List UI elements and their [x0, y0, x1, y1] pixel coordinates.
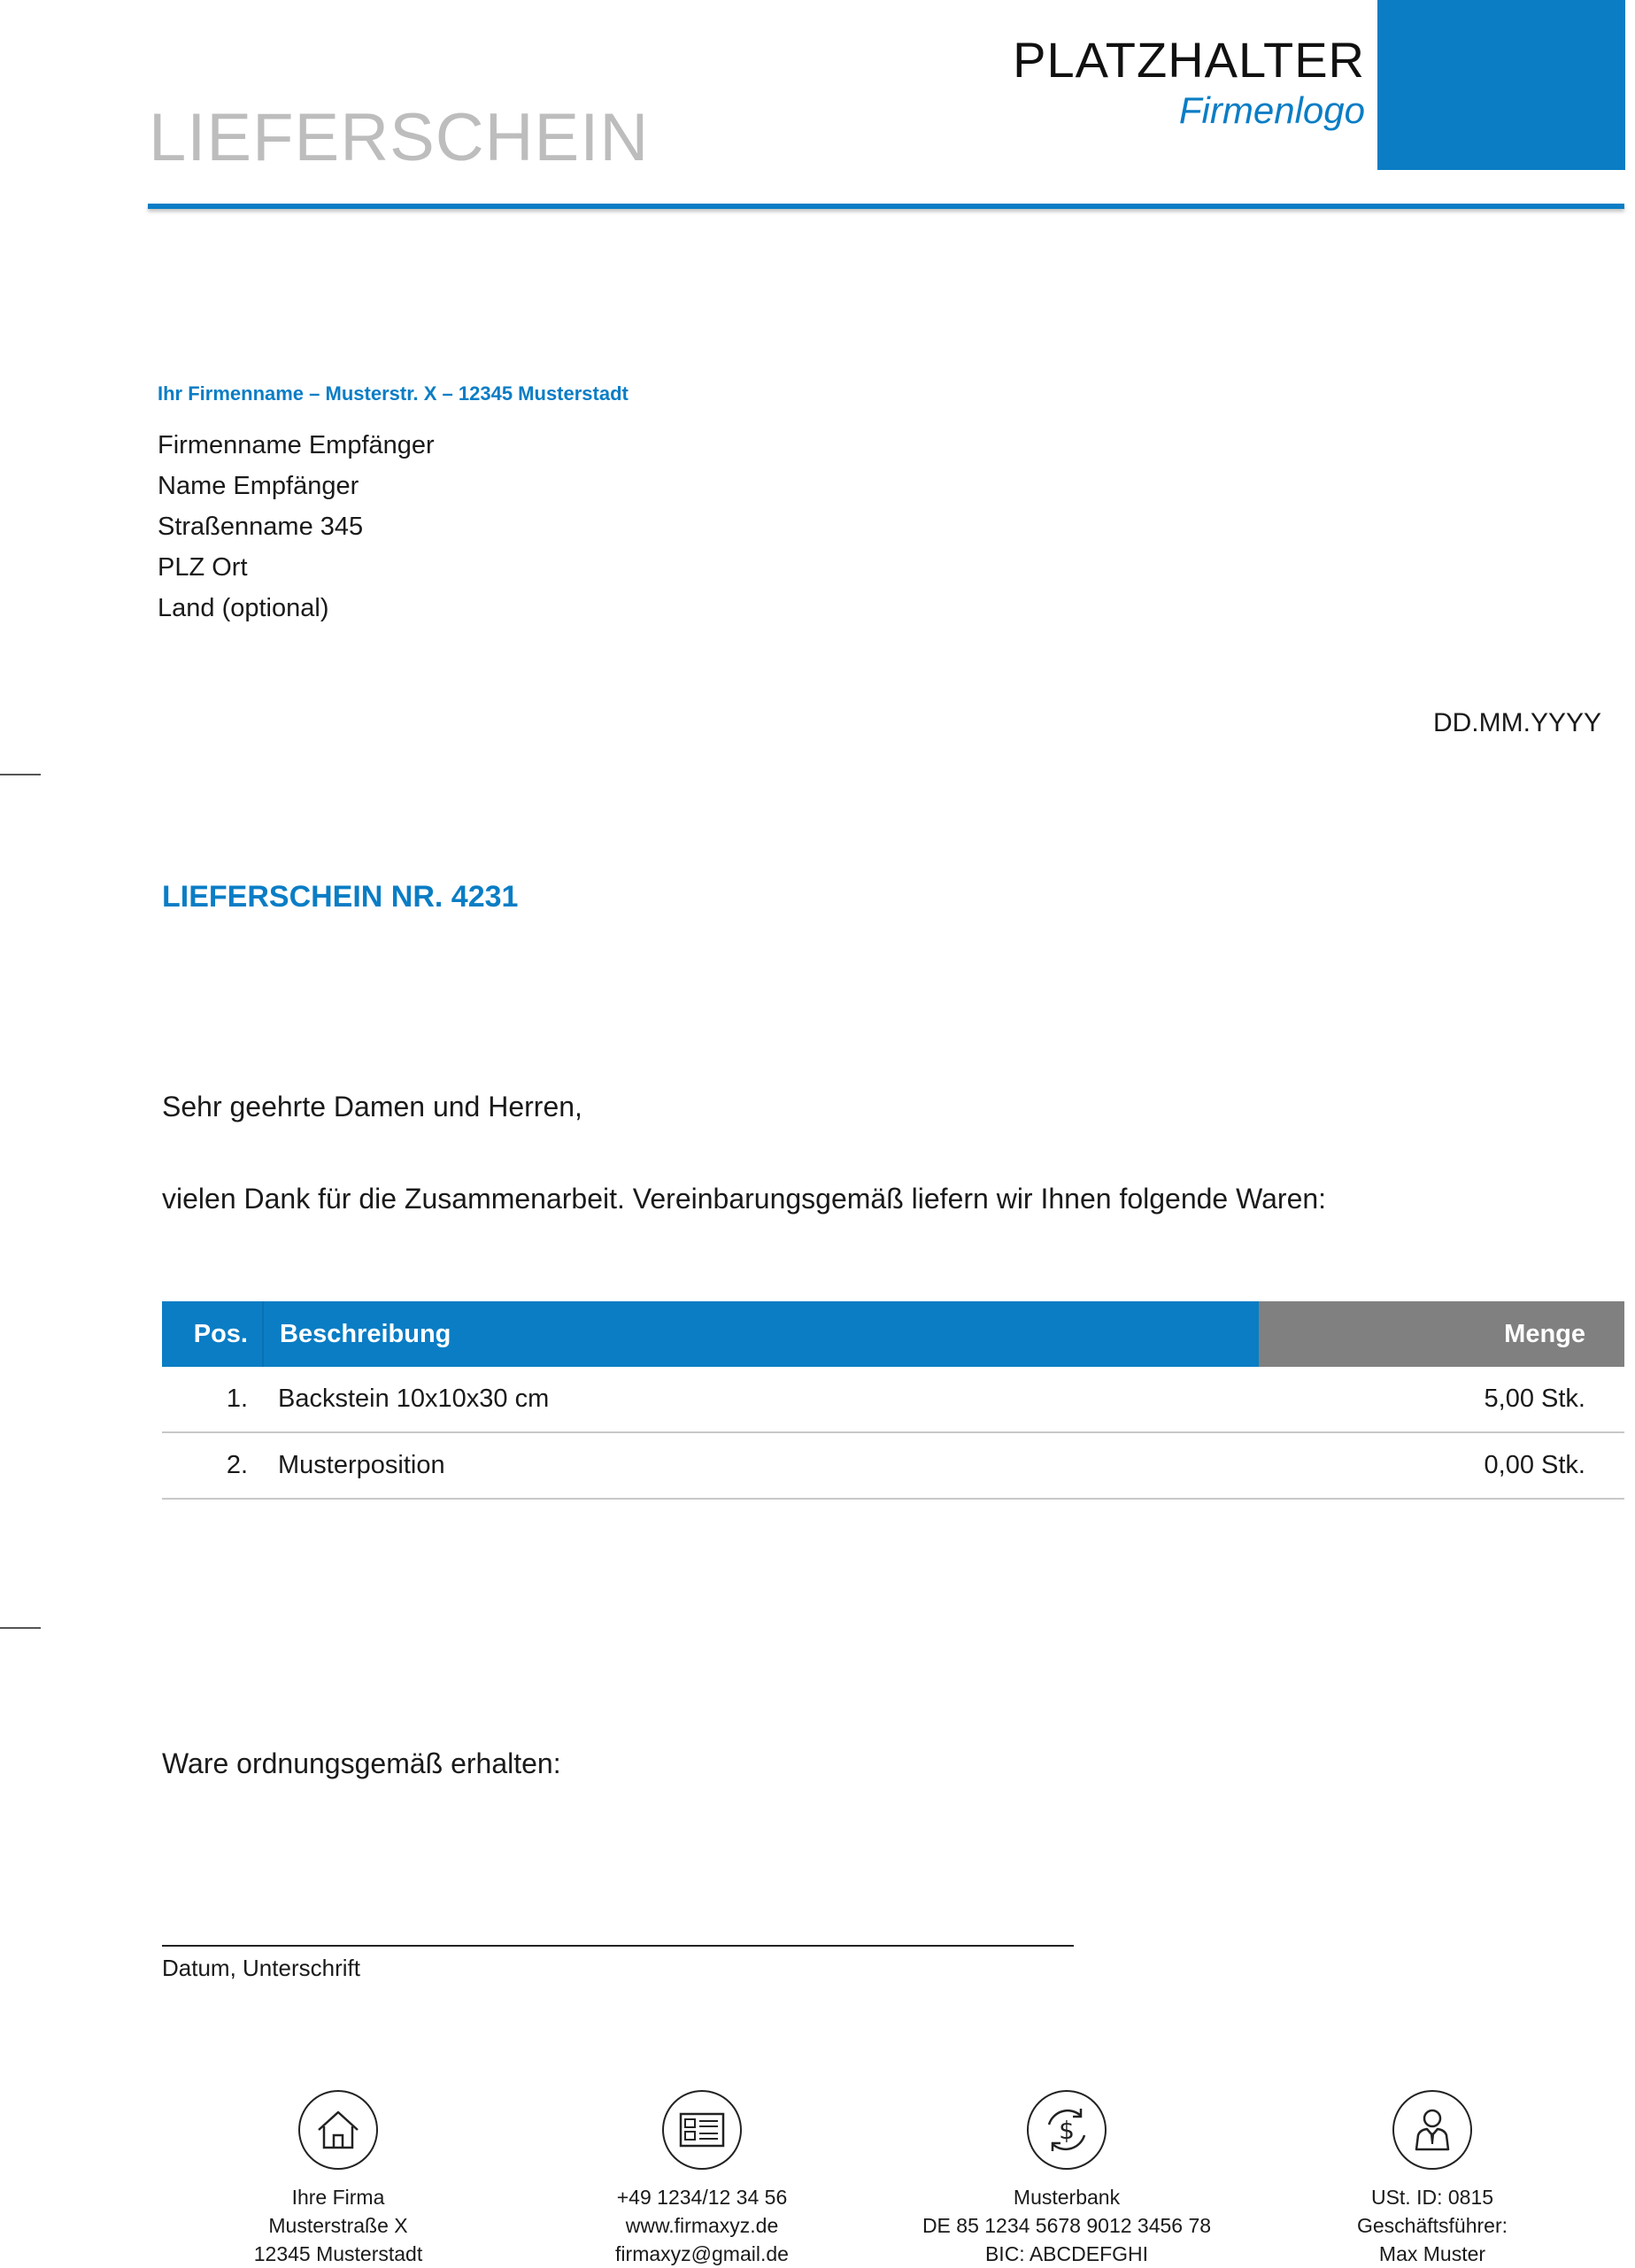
signature-line	[162, 1945, 1074, 1947]
house-icon	[297, 2089, 379, 2171]
table-row	[162, 1433, 1624, 1500]
logo-color-block	[1377, 0, 1625, 170]
cell-quantity: 5,00 Stk.	[1484, 1385, 1585, 1413]
footer-bank	[881, 2089, 1253, 2268]
footer-company-line: Ihre Firma	[291, 2186, 385, 2209]
received-confirmation: Ware ordnungsgemäß erhalten:	[162, 1747, 561, 1779]
recipient-country: Land (optional)	[158, 594, 329, 622]
cell-description: Backstein 10x10x30 cm	[278, 1385, 550, 1413]
logo-text-main: PLATZHALTER	[1013, 32, 1365, 88]
recipient-city: PLZ Ort	[158, 553, 248, 582]
document-date-container	[0, 708, 1632, 738]
fold-mark-top	[0, 774, 41, 775]
footer-tax	[1246, 2089, 1618, 2268]
recipient-address	[158, 425, 435, 629]
footer-company-line: 12345 Musterstadt	[253, 2242, 423, 2265]
salutation: Sehr geehrte Damen und Herren,	[162, 1091, 582, 1122]
header-quantity: Menge	[1259, 1301, 1624, 1367]
document-number: LIEFERSCHEIN NR. 4231	[162, 880, 519, 914]
footer-contact	[516, 2089, 888, 2268]
sender-return-address: Ihr Firmenname – Musterstr. X – 12345 Musterstadt	[158, 382, 629, 405]
recipient-company: Firmenname Empfänger	[158, 431, 435, 459]
footer-tax-line: Max Muster	[1378, 2242, 1486, 2265]
businessman-icon	[1392, 2089, 1473, 2171]
document-title: LIEFERSCHEIN	[149, 100, 650, 175]
recipient-name: Name Empfänger	[158, 472, 359, 500]
table-row	[162, 1367, 1624, 1433]
cell-pos: 1.	[226, 1385, 248, 1413]
footer-bank-line: BIC: ABCDEFGHI	[984, 2242, 1149, 2265]
recipient-street: Straßenname 345	[158, 513, 364, 541]
footer-bank-line: DE 85 1234 5678 9012 3456 78	[922, 2214, 1212, 2237]
footer-tax-line: USt. ID: 0815	[1370, 2186, 1494, 2209]
logo-text-sub: Firmenlogo	[1178, 89, 1365, 131]
footer-bank-line: Musterbank	[1013, 2186, 1121, 2209]
contact-card-icon	[661, 2089, 743, 2171]
cell-description: Musterposition	[278, 1451, 445, 1479]
table-header	[162, 1301, 1624, 1367]
items-table	[162, 1301, 1624, 1500]
dollar-exchange-icon	[1026, 2089, 1107, 2171]
footer-contact-line: +49 1234/12 34 56	[616, 2186, 788, 2209]
document-date: DD.MM.YYYY	[1432, 708, 1601, 737]
intro-text: vielen Dank für die Zusammenarbeit. Vereinbarungsgemäß liefern wir Ihnen folgende Waren:	[162, 1183, 1327, 1215]
header-description: Beschreibung	[262, 1301, 1259, 1367]
fold-mark-bottom	[0, 1627, 41, 1629]
header-divider	[148, 204, 1624, 209]
footer-company-line: Musterstraße X	[268, 2214, 408, 2237]
footer-contact-line: firmaxyz@gmail.de	[615, 2242, 789, 2265]
signature-caption: Datum, Unterschrift	[162, 1955, 360, 1981]
footer-company	[152, 2089, 524, 2268]
cell-quantity: 0,00 Stk.	[1484, 1451, 1585, 1479]
cell-pos: 2.	[226, 1451, 248, 1479]
svg-text:$: $	[1059, 2116, 1075, 2145]
footer-contact-line: www.firmaxyz.de	[625, 2214, 779, 2237]
footer-tax-line: Geschäftsführer:	[1356, 2214, 1508, 2237]
header-pos: Pos.	[162, 1301, 262, 1367]
